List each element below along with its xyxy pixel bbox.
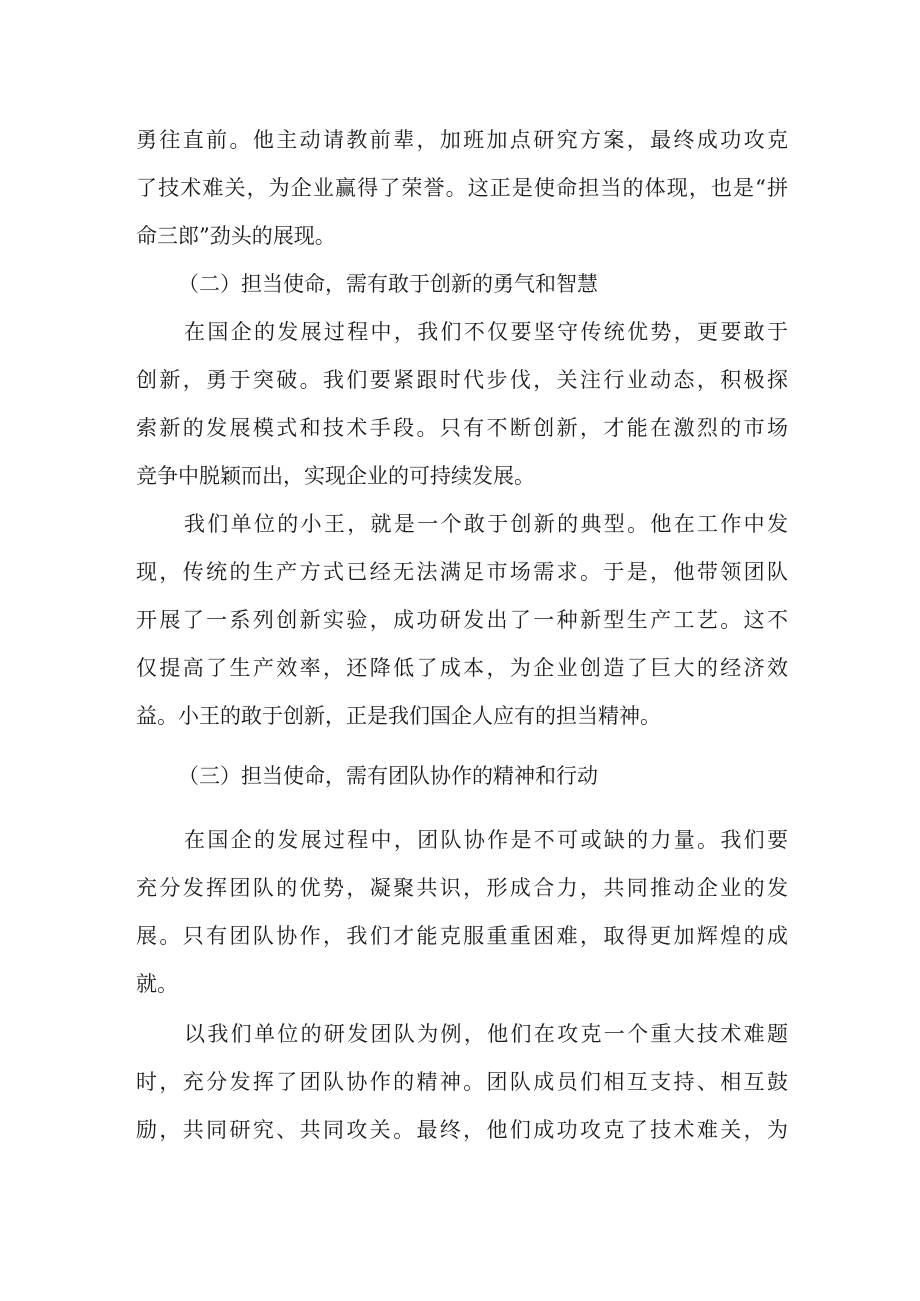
section-heading: （二）担当使命，需有敢于创新的勇气和智慧 [178, 272, 598, 296]
paragraph-line: 创新，勇于突破。我们要紧跟时代步伐，关注行业动态，积极探 [136, 368, 788, 392]
paragraph-line: 竞争中脱颖而出，实现企业的可持续发展。 [136, 464, 535, 488]
paragraph-line: 现，传统的生产方式已经无法满足市场需求。于是，他带领团队 [136, 560, 788, 584]
paragraph-line: 时，充分发挥了团队协作的精神。团队成员们相互支持、相互鼓 [136, 1070, 788, 1094]
paragraph-line: 了技术难关，为企业赢得了荣誉。这正是使命担当的体现，也是“拼 [136, 176, 788, 200]
paragraph-line: 益。小王的敢于创新，正是我们国企人应有的担当精神。 [136, 704, 661, 728]
paragraph-line: 就。 [136, 972, 178, 996]
paragraph-line: 开展了一系列创新实验，成功研发出了一种新型生产工艺。这不 [136, 608, 788, 632]
section-heading: （三）担当使命，需有团队协作的精神和行动 [178, 764, 598, 788]
paragraph-line: 在国企的发展过程中，我们不仅要坚守传统优势，更要敢于 [184, 320, 788, 344]
paragraph-line: 命三郎”劲头的展现。 [136, 224, 336, 248]
paragraph-line: 索新的发展模式和技术手段。只有不断创新，才能在激烈的市场 [136, 416, 788, 440]
paragraph-line: 励，共同研究、共同攻关。最终，他们成功攻克了技术难关，为 [136, 1118, 788, 1142]
paragraph-line: 充分发挥团队的优势，凝聚共识，形成合力，共同推动企业的发 [136, 876, 788, 900]
paragraph-line: 勇往直前。他主动请教前辈，加班加点研究方案，最终成功攻克 [136, 128, 788, 152]
paragraph-line: 仅提高了生产效率，还降低了成本，为企业创造了巨大的经济效 [136, 656, 788, 680]
paragraph-line: 以我们单位的研发团队为例，他们在攻克一个重大技术难题 [184, 1022, 788, 1046]
paragraph-line: 展。只有团队协作，我们才能克服重重困难，取得更加辉煌的成 [136, 924, 788, 948]
paragraph-line: 我们单位的小王，就是一个敢于创新的典型。他在工作中发 [184, 512, 788, 536]
paragraph-line: 在国企的发展过程中，团队协作是不可或缺的力量。我们要 [184, 828, 788, 852]
